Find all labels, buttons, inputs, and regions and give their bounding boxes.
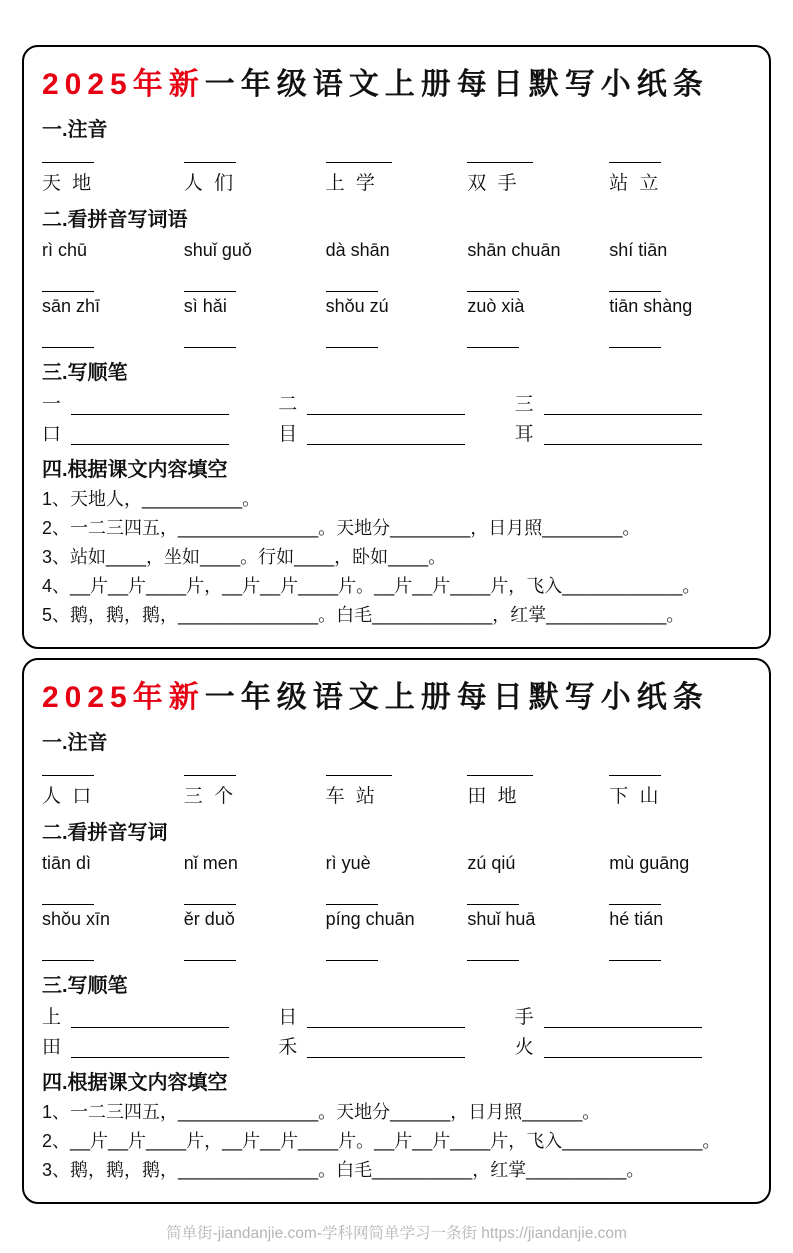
pinyin-answer-blank (467, 759, 533, 776)
fill-blank-line: 1、一二三四五，______________。天地分______，日月照______。 (42, 1102, 601, 1122)
word-answer-blank (467, 275, 519, 292)
zhuyin-word-row (42, 146, 751, 195)
fill-blank-line: 5、鹅，鹅，鹅，______________。白毛____________，红掌____________。 (42, 605, 685, 625)
word-answer-blank (326, 888, 378, 905)
pinyin-label: shuǐ guǒ (183, 240, 252, 260)
word-label: 人 口 (42, 786, 95, 807)
stroke-char: 日 (278, 1007, 298, 1028)
zhuyin-item (326, 146, 468, 195)
pinyin-item (42, 905, 184, 961)
pinyin-label: sì hǎi (183, 296, 227, 316)
fill-blank-line: 3、鹅，鹅，鹅，______________。白毛__________，红掌__________。 (42, 1160, 645, 1180)
pinyin-row (42, 236, 751, 292)
pinyin-label: hé tián (609, 909, 664, 929)
pinyin-label: shuǐ huā (467, 909, 536, 929)
pinyin-label: mù guāng (609, 853, 690, 873)
stroke-char: 禾 (278, 1037, 298, 1058)
pinyin-item (184, 849, 326, 905)
stroke-char: 二 (278, 394, 298, 415)
stroke-item (515, 395, 751, 415)
zhuyin-item (326, 759, 468, 808)
stroke-answer-line (544, 396, 702, 415)
pinyin-row (42, 905, 751, 961)
word-label: 天 地 (42, 173, 95, 194)
word-answer-blank (184, 944, 236, 961)
word-answer-blank (42, 331, 94, 348)
stroke-answer-line (544, 426, 702, 445)
pinyin-item (467, 292, 609, 348)
pinyin-row (42, 849, 751, 905)
fill-blank-line: 4、__片__片____片，__片__片____片。__片__片____片，飞入____________。 (42, 576, 701, 596)
pinyin-answer-blank (42, 146, 94, 163)
pinyin-item (42, 236, 184, 292)
page-title (42, 672, 751, 716)
pinyin-item (326, 849, 468, 905)
page-title (42, 59, 751, 103)
pinyin-item (184, 236, 326, 292)
pinyin-label: ěr duǒ (183, 909, 235, 929)
word-label: 双 手 (467, 173, 520, 194)
pinyin-label: shí tiān (609, 240, 668, 260)
pinyin-item (609, 292, 751, 348)
word-answer-blank (184, 275, 236, 292)
stroke-char: 手 (514, 1007, 534, 1028)
worksheet-card-2 (22, 658, 771, 1204)
stroke-answer-line (71, 426, 229, 445)
word-answer-blank (609, 888, 661, 905)
pinyin-item (42, 849, 184, 905)
pinyin-label: píng chuān (325, 909, 415, 929)
pinyin-label: shǒu xīn (42, 909, 111, 929)
section-header-fill-blanks: 四.根据课文内容填空 (42, 1072, 228, 1094)
stroke-answer-line (307, 1009, 465, 1028)
stroke-row (42, 1008, 751, 1028)
zhuyin-item (184, 759, 326, 808)
word-answer-blank (467, 888, 519, 905)
zhuyin-item (42, 146, 184, 195)
word-label: 三 个 (183, 786, 237, 807)
word-answer-blank (42, 944, 94, 961)
stroke-char: 上 (42, 1007, 62, 1028)
pinyin-answer-blank (184, 759, 236, 776)
section-header-stroke-order: 三.写顺笔 (42, 975, 128, 997)
pinyin-item (184, 292, 326, 348)
pinyin-label: sān zhī (42, 296, 101, 316)
zhuyin-item (609, 759, 751, 808)
section-header-pinyin-words: 二.看拼音写词 (42, 822, 168, 844)
stroke-char: 一 (42, 394, 62, 415)
pinyin-answer-blank (609, 759, 661, 776)
stroke-row (42, 425, 751, 445)
title-year-red: 2025年新 (42, 68, 205, 101)
pinyin-item (326, 905, 468, 961)
zhuyin-item (467, 146, 609, 195)
pinyin-label: nǐ men (183, 853, 238, 873)
word-answer-blank (609, 944, 661, 961)
stroke-item (278, 425, 514, 445)
section-zhuyin (42, 113, 751, 195)
pinyin-item (467, 905, 609, 961)
section-header-zhuyin: 一.注音 (42, 119, 108, 141)
word-answer-blank (467, 944, 519, 961)
pinyin-item (467, 236, 609, 292)
title-year-red: 2025年新 (42, 681, 205, 714)
section-header-pinyin-words: 二.看拼音写词语 (42, 209, 188, 231)
word-label: 车 站 (325, 786, 378, 807)
stroke-item (42, 425, 278, 445)
zhuyin-item (184, 146, 326, 195)
fill-blank-line: 1、天地人，__________。 (42, 489, 261, 509)
zhuyin-item (467, 759, 609, 808)
pinyin-label: zú qiú (467, 853, 516, 873)
stroke-char: 三 (514, 394, 534, 415)
pinyin-item (609, 236, 751, 292)
stroke-answer-line (544, 1039, 702, 1058)
section-zhuyin (42, 726, 751, 808)
pinyin-answer-blank (326, 759, 392, 776)
section-fill-blanks (42, 1066, 751, 1184)
pinyin-answer-blank (42, 759, 94, 776)
stroke-item (42, 1008, 278, 1028)
stroke-row (42, 1038, 751, 1058)
stroke-char: 火 (514, 1037, 534, 1058)
worksheet-card-1 (22, 45, 771, 649)
fill-blank-line: 2、__片__片____片，__片__片____片。__片__片____片，飞入______________。 (42, 1131, 721, 1151)
title-rest: 一年级语文上册每日默写小纸条 (204, 681, 709, 714)
stroke-answer-line (71, 1039, 229, 1058)
pinyin-answer-blank (467, 146, 533, 163)
stroke-char: 目 (278, 424, 298, 445)
pinyin-label: dà shān (325, 240, 390, 260)
stroke-answer-line (71, 396, 229, 415)
word-label: 田 地 (467, 786, 520, 807)
pinyin-item (184, 905, 326, 961)
pinyin-label: tiān dì (42, 853, 92, 873)
pinyin-item (609, 849, 751, 905)
fill-blank-line: 3、站如____，坐如____。行如____，卧如____。 (42, 547, 447, 567)
stroke-row (42, 395, 751, 415)
word-answer-blank (467, 331, 519, 348)
stroke-item (515, 1008, 751, 1028)
word-answer-blank (609, 275, 661, 292)
pinyin-item (42, 292, 184, 348)
zhuyin-item (609, 146, 751, 195)
word-answer-blank (326, 275, 378, 292)
pinyin-answer-blank (184, 146, 236, 163)
section-header-zhuyin: 一.注音 (42, 732, 108, 754)
stroke-item (278, 395, 514, 415)
stroke-char: 耳 (514, 424, 534, 445)
pinyin-label: shān chuān (467, 240, 561, 260)
title-rest: 一年级语文上册每日默写小纸条 (204, 68, 709, 101)
stroke-item (515, 425, 751, 445)
stroke-answer-line (544, 1009, 702, 1028)
section-fill-blanks (42, 453, 751, 629)
stroke-answer-line (307, 426, 465, 445)
word-label: 上 学 (325, 173, 378, 194)
pinyin-item (326, 292, 468, 348)
section-header-fill-blanks: 四.根据课文内容填空 (42, 459, 228, 481)
stroke-char: 田 (42, 1037, 62, 1058)
section-stroke-order (42, 969, 751, 1058)
section-header-stroke-order: 三.写顺笔 (42, 362, 128, 384)
stroke-char: 口 (42, 424, 62, 445)
word-answer-blank (609, 331, 661, 348)
stroke-answer-line (307, 396, 465, 415)
word-answer-blank (184, 888, 236, 905)
section-pinyin-words (42, 203, 751, 348)
pinyin-label: rì chū (42, 240, 88, 260)
stroke-item (278, 1038, 514, 1058)
pinyin-label: zuò xià (467, 296, 525, 316)
pinyin-item (467, 849, 609, 905)
word-answer-blank (326, 331, 378, 348)
fill-blank-line: 2、一二三四五，______________。天地分________，日月照________。 (42, 518, 641, 538)
word-label: 下 山 (609, 786, 662, 807)
stroke-item (515, 1038, 751, 1058)
pinyin-answer-blank (609, 146, 661, 163)
pinyin-row (42, 292, 751, 348)
stroke-item (42, 1038, 278, 1058)
word-label: 站 立 (609, 173, 662, 194)
word-answer-blank (184, 331, 236, 348)
word-answer-blank (326, 944, 378, 961)
stroke-answer-line (307, 1039, 465, 1058)
pinyin-item (609, 905, 751, 961)
pinyin-label: rì yuè (325, 853, 371, 873)
stroke-item (278, 1008, 514, 1028)
pinyin-answer-blank (326, 146, 392, 163)
word-label: 人 们 (183, 173, 237, 194)
zhuyin-item (42, 759, 184, 808)
stroke-answer-line (71, 1009, 229, 1028)
section-pinyin-words (42, 816, 751, 961)
word-answer-blank (42, 275, 94, 292)
stroke-item (42, 395, 278, 415)
zhuyin-word-row (42, 759, 751, 808)
pinyin-label: shǒu zú (325, 296, 389, 316)
footer-credit: 简单街-jiandanjie.com-学科网简单学习一条街 https://jiandanjie.com (166, 1225, 627, 1242)
word-answer-blank (42, 888, 94, 905)
section-stroke-order (42, 356, 751, 445)
pinyin-item (326, 236, 468, 292)
pinyin-label: tiān shàng (609, 296, 693, 316)
